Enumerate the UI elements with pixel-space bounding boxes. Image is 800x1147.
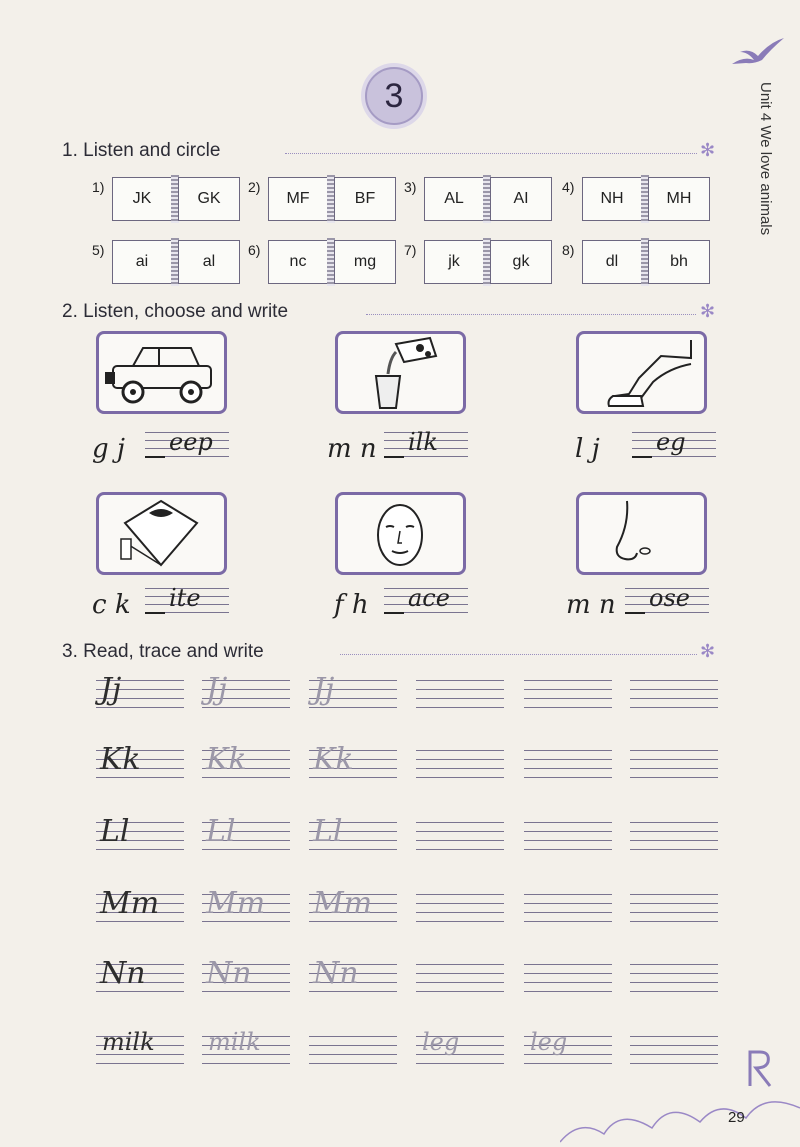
answer-blank[interactable] [384, 612, 404, 614]
letter-choices: m n [566, 590, 616, 620]
word-trace[interactable]: leg [422, 1028, 460, 1056]
blank-writing-box[interactable] [634, 742, 718, 782]
leg-picture [576, 331, 707, 414]
model-letters: Mm [100, 886, 160, 921]
model-letters: Jj [100, 672, 122, 707]
choice-card-right[interactable]: AI [490, 177, 552, 221]
pair-number: 4) [562, 179, 575, 195]
word-trace[interactable]: leg [530, 1028, 568, 1056]
section3-divider [340, 654, 697, 655]
choice-card-left[interactable]: JK [112, 177, 172, 221]
star-icon: ✻ [700, 301, 716, 321]
choice-card-right[interactable]: BF [334, 177, 396, 221]
choice-card-right[interactable]: GK [178, 177, 240, 221]
section2-divider [366, 314, 696, 315]
pair-number: 3) [404, 179, 417, 195]
answer-blank[interactable] [145, 456, 165, 458]
trace-letters[interactable]: Mm [313, 886, 373, 921]
trace-letters[interactable]: Jj [313, 672, 335, 707]
model-letters: Ll [100, 814, 130, 849]
answer-word: eep [169, 428, 213, 456]
milk-icon [338, 334, 463, 411]
blank-writing-box[interactable] [528, 672, 612, 712]
section2-title: 2. Listen, choose and write [62, 301, 289, 322]
blank-writing-box[interactable] [634, 956, 718, 996]
leg-icon [579, 334, 704, 411]
choice-card-left[interactable]: ai [112, 240, 172, 284]
blank-writing-box[interactable] [634, 814, 718, 854]
blank-writing-box[interactable] [528, 956, 612, 996]
jeep-picture [96, 331, 227, 414]
trace-letters[interactable]: Nn [313, 956, 359, 991]
unit-side-label: Unit 4 We love animals [757, 82, 774, 236]
kite-picture [96, 492, 227, 575]
letter-choices: m n [327, 434, 377, 464]
blank-writing-box[interactable] [528, 814, 612, 854]
r-logo-icon [744, 1046, 774, 1090]
blank-writing-box[interactable] [634, 672, 718, 712]
model-letters: Nn [100, 956, 146, 991]
kite-icon [99, 495, 224, 572]
choice-card-left[interactable]: nc [268, 240, 328, 284]
pair-number: 7) [404, 242, 417, 258]
answer-blank[interactable] [384, 456, 404, 458]
blank-writing-box[interactable] [634, 886, 718, 926]
word-trace[interactable]: milk [208, 1028, 261, 1056]
lesson-number-badge: 3 [365, 67, 423, 125]
section1-divider [285, 153, 697, 154]
milk-picture [335, 331, 466, 414]
face-icon [338, 495, 463, 572]
section1-title: 1. Listen and circle [62, 140, 221, 161]
blank-writing-box[interactable] [315, 1028, 399, 1068]
answer-blank[interactable] [632, 456, 652, 458]
choice-card-right[interactable]: MH [648, 177, 710, 221]
page-number: 29 [728, 1109, 745, 1126]
letter-choices: l j [575, 434, 600, 464]
nose-picture [576, 492, 707, 575]
trace-letters[interactable]: Jj [206, 672, 228, 707]
blank-writing-box[interactable] [420, 886, 504, 926]
birds-icon [726, 30, 786, 72]
answer-word: ite [169, 584, 201, 612]
nose-icon [579, 495, 704, 572]
trace-letters[interactable]: Mm [206, 886, 266, 921]
blank-writing-box[interactable] [420, 672, 504, 712]
choice-card-right[interactable]: mg [334, 240, 396, 284]
choice-card-right[interactable]: bh [648, 240, 710, 284]
pair-number: 2) [248, 179, 261, 195]
word-trace: milk [102, 1028, 155, 1056]
jeep-icon [99, 334, 224, 411]
choice-card-right[interactable]: gk [490, 240, 552, 284]
letter-choices: g j [92, 434, 125, 464]
model-letters: Kk [100, 742, 141, 777]
trace-letters[interactable]: Ll [313, 814, 343, 849]
blank-writing-box[interactable] [420, 956, 504, 996]
star-icon: ✻ [700, 140, 716, 160]
section3-title: 3. Read, trace and write [62, 641, 264, 662]
blank-writing-box[interactable] [528, 742, 612, 782]
choice-card-left[interactable]: MF [268, 177, 328, 221]
letter-choices: c k [92, 590, 131, 620]
star-icon: ✻ [700, 641, 716, 661]
choice-card-left[interactable]: dl [582, 240, 642, 284]
choice-card-left[interactable]: jk [424, 240, 484, 284]
pair-number: 6) [248, 242, 261, 258]
trace-letters[interactable]: Kk [206, 742, 247, 777]
trace-letters[interactable]: Kk [313, 742, 354, 777]
answer-word: ilk [408, 428, 438, 456]
blank-writing-box[interactable] [636, 1028, 720, 1068]
letter-choices: f h [334, 590, 369, 620]
trace-letters[interactable]: Ll [206, 814, 236, 849]
trace-letters[interactable]: Nn [206, 956, 252, 991]
pair-number: 1) [92, 179, 105, 195]
answer-word: ace [408, 584, 450, 612]
choice-card-left[interactable]: NH [582, 177, 642, 221]
face-picture [335, 492, 466, 575]
answer-word: eg [656, 428, 686, 456]
answer-blank[interactable] [625, 612, 645, 614]
blank-writing-box[interactable] [420, 742, 504, 782]
pair-number: 5) [92, 242, 105, 258]
answer-word: ose [649, 584, 690, 612]
pair-number: 8) [562, 242, 575, 258]
choice-card-left[interactable]: AL [424, 177, 484, 221]
blank-writing-box[interactable] [528, 886, 612, 926]
answer-blank[interactable] [145, 612, 165, 614]
blank-writing-box[interactable] [420, 814, 504, 854]
choice-card-right[interactable]: al [178, 240, 240, 284]
